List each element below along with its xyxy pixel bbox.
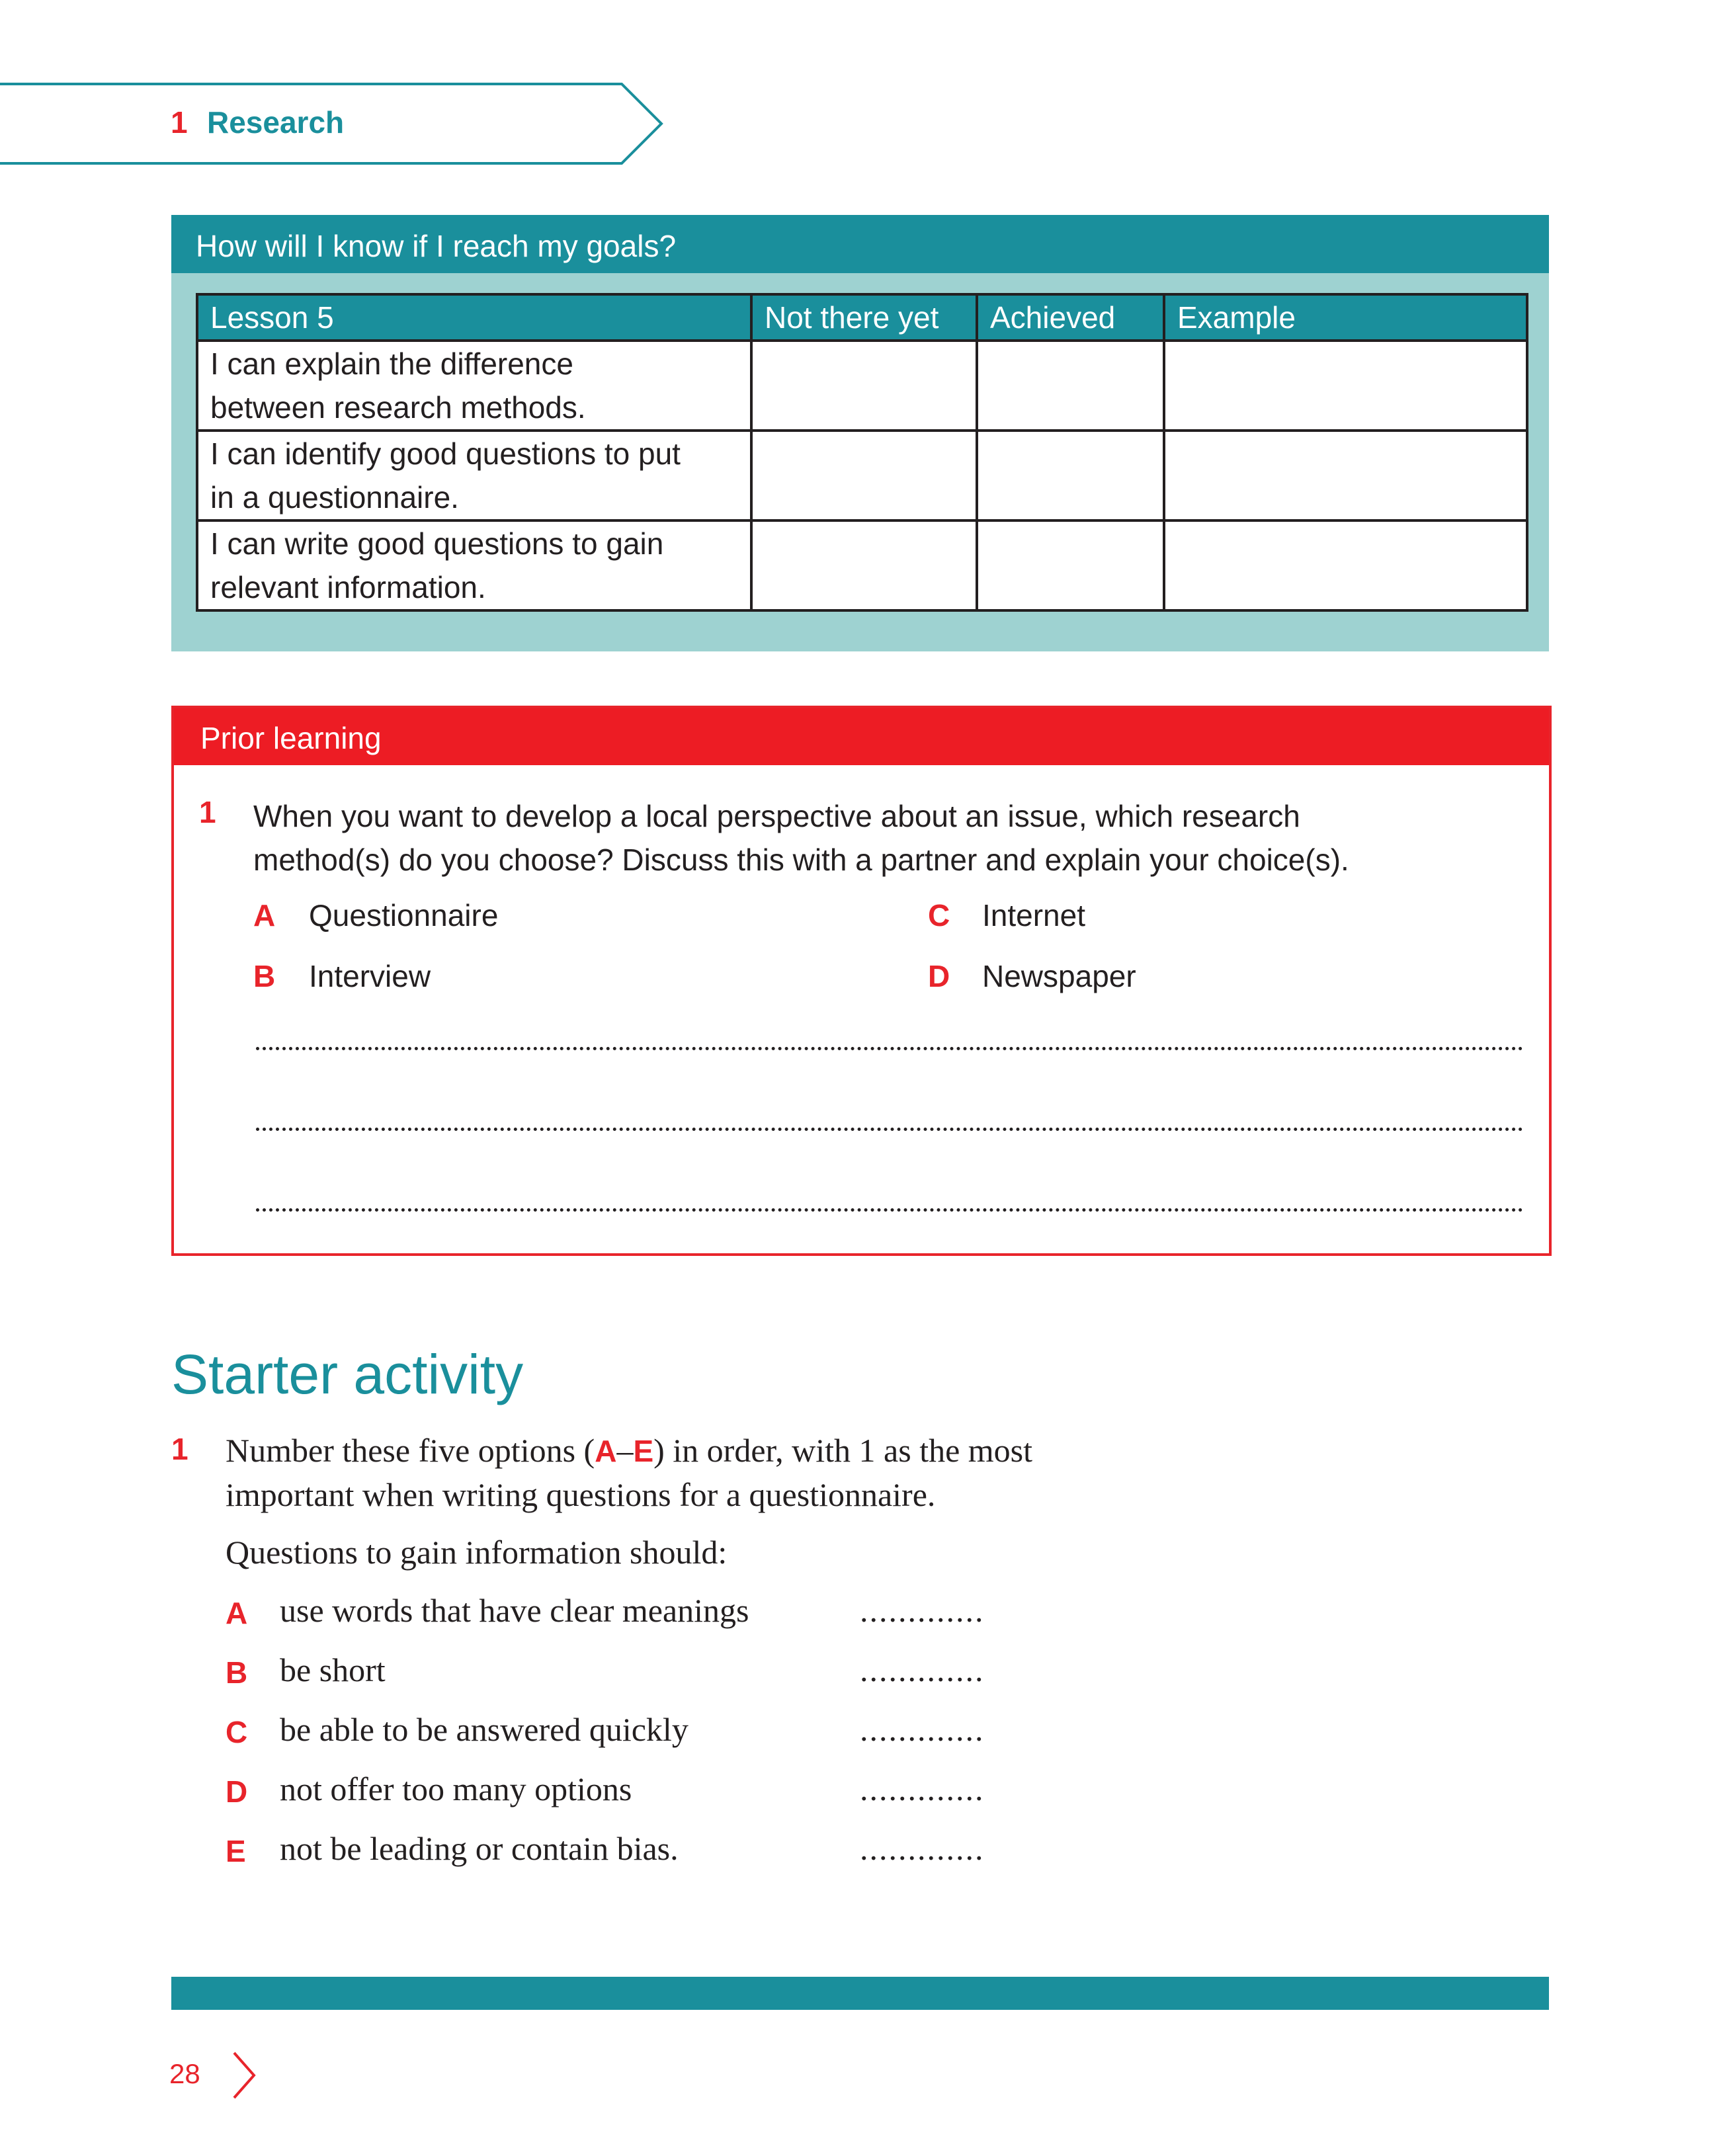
question-text xyxy=(253,794,1523,882)
not-there-yet-cell[interactable] xyxy=(751,431,977,520)
goal-line: I can write good questions to gain xyxy=(210,526,664,561)
chapter-title: Research xyxy=(207,105,345,140)
rank-blank[interactable]: ............. xyxy=(860,1830,985,1867)
goal-statement xyxy=(197,431,751,520)
table-row xyxy=(197,431,1527,520)
option-letter: D xyxy=(928,959,950,993)
option-d xyxy=(928,958,950,994)
list-item xyxy=(226,1595,247,1631)
instruction-text: ) in order, with 1 as the most xyxy=(653,1432,1033,1469)
goals-table-header-row xyxy=(197,294,1527,341)
goal-line: between research methods. xyxy=(210,390,586,425)
achieved-cell[interactable] xyxy=(977,431,1164,520)
item-text: be short xyxy=(280,1651,386,1688)
prior-learning-box xyxy=(171,706,1552,1256)
goal-line: I can explain the difference xyxy=(210,347,573,381)
example-cell[interactable] xyxy=(1164,431,1527,520)
goal-line: I can identify good questions to put xyxy=(210,436,681,471)
goals-title: How will I know if I reach my goals? xyxy=(196,229,677,263)
rank-blank[interactable]: ............. xyxy=(860,1651,985,1688)
goals-panel xyxy=(171,215,1549,651)
rank-blank[interactable]: ............. xyxy=(860,1770,985,1807)
item-letter: B xyxy=(226,1655,248,1690)
item-letter: C xyxy=(226,1715,248,1749)
item-text: not be leading or contain bias. xyxy=(280,1830,679,1867)
instruction-text: Number these five options ( xyxy=(226,1432,595,1469)
answer-line[interactable] xyxy=(256,1208,1523,1212)
goal-line: relevant information. xyxy=(210,570,486,604)
option-text: Questionnaire xyxy=(309,898,499,933)
option-letter: C xyxy=(928,898,950,933)
achieved-cell[interactable] xyxy=(977,520,1164,610)
option-b xyxy=(253,958,275,994)
example-cell[interactable] xyxy=(1164,520,1527,610)
question-line: When you want to develop a local perspective about an issue, which research xyxy=(253,799,1300,833)
goal-statement xyxy=(197,520,751,610)
prior-learning-title: Prior learning xyxy=(200,721,382,755)
range-separator: – xyxy=(616,1432,634,1469)
section-heading: Starter activity xyxy=(171,1343,524,1405)
range-end: E xyxy=(633,1434,654,1468)
not-there-yet-cell[interactable] xyxy=(751,341,977,431)
answer-line[interactable] xyxy=(256,1128,1523,1131)
option-c xyxy=(928,897,950,933)
achieved-cell[interactable] xyxy=(977,341,1164,431)
goals-header xyxy=(171,215,1549,273)
column-header-achieved: Achieved xyxy=(977,294,1164,341)
question-line: method(s) do you choose? Discuss this with a partner and explain your choice(s). xyxy=(253,843,1349,877)
option-text: Newspaper xyxy=(982,959,1136,993)
question-number: 1 xyxy=(171,1432,188,1466)
list-item xyxy=(226,1774,247,1809)
rank-blank[interactable]: ............. xyxy=(860,1592,985,1629)
table-row xyxy=(197,520,1527,610)
item-letter: E xyxy=(226,1834,246,1868)
item-letter: A xyxy=(226,1596,248,1630)
page-number: 28 xyxy=(169,2058,200,2089)
item-text: use words that have clear meanings xyxy=(280,1592,749,1629)
chevron-right-icon xyxy=(231,2050,258,2104)
column-header-not-there-yet: Not there yet xyxy=(751,294,977,341)
item-letter: D xyxy=(226,1774,248,1809)
footer-bar xyxy=(171,1977,1549,2010)
option-letter: A xyxy=(253,898,276,933)
option-text: Internet xyxy=(982,898,1085,933)
option-letter: B xyxy=(253,959,276,993)
option-text: Interview xyxy=(309,959,431,993)
column-header-example: Example xyxy=(1164,294,1527,341)
example-cell[interactable] xyxy=(1164,341,1527,431)
rank-blank[interactable]: ............. xyxy=(860,1711,985,1748)
goals-table xyxy=(196,293,1528,612)
goal-statement xyxy=(197,341,751,431)
instruction-text: important when writing questions for a questionnaire. xyxy=(226,1476,936,1513)
column-header-lesson: Lesson 5 xyxy=(197,294,751,341)
starter-instruction xyxy=(226,1429,1151,1516)
chapter-number: 1 xyxy=(171,105,188,140)
answer-line[interactable] xyxy=(256,1047,1523,1050)
question-number: 1 xyxy=(199,795,216,829)
list-item xyxy=(226,1714,247,1750)
not-there-yet-cell[interactable] xyxy=(751,520,977,610)
item-text: not offer too many options xyxy=(280,1770,632,1807)
starter-lead: Questions to gain information should: xyxy=(226,1534,728,1571)
item-text: be able to be answered quickly xyxy=(280,1711,689,1748)
goal-line: in a questionnaire. xyxy=(210,480,459,515)
list-item xyxy=(226,1833,246,1869)
list-item xyxy=(226,1655,247,1690)
prior-learning-header xyxy=(174,708,1549,765)
range-start: A xyxy=(595,1434,617,1468)
option-a xyxy=(253,897,275,933)
table-row xyxy=(197,341,1527,431)
